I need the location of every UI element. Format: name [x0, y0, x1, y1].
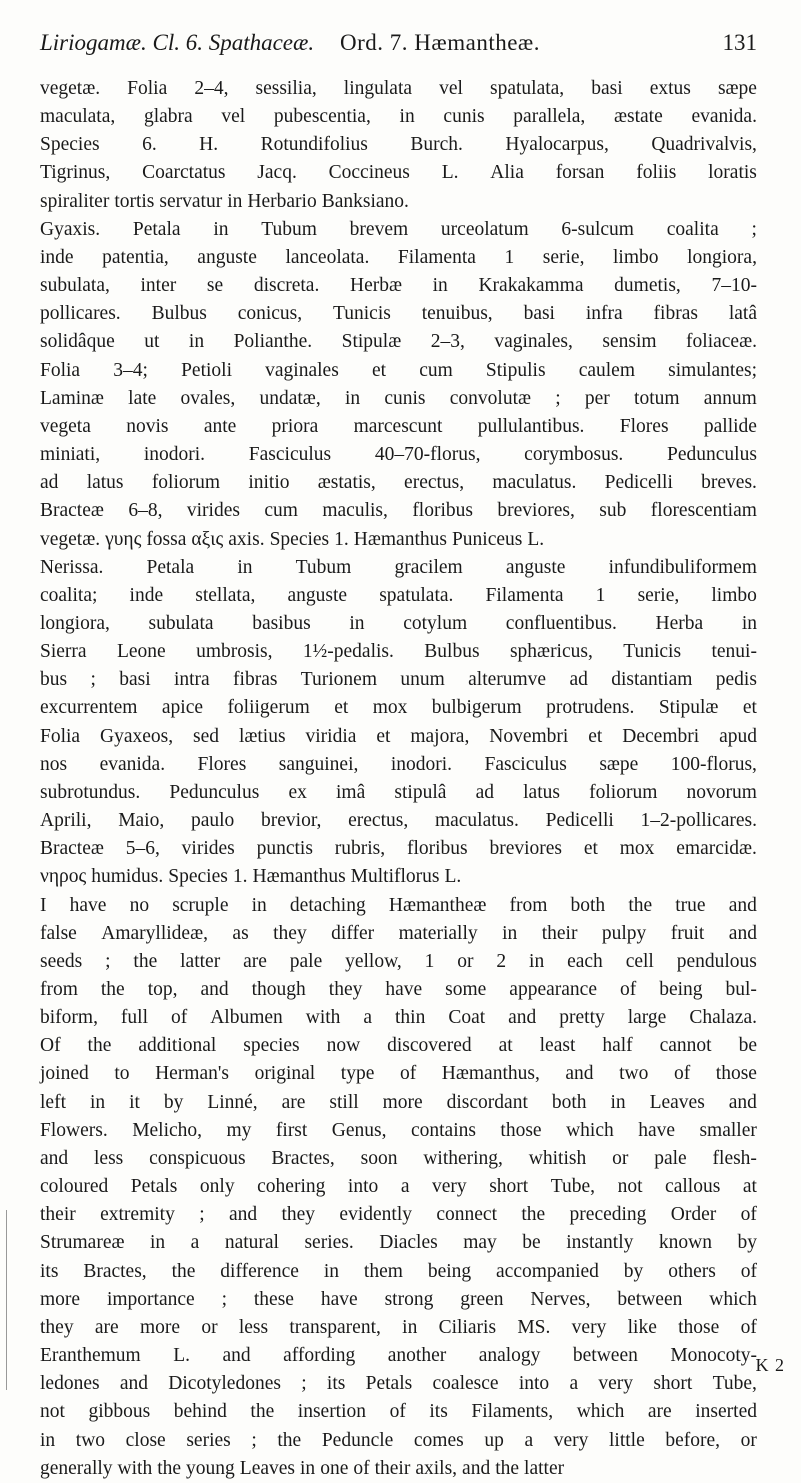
text-line: νηρος humidus. Species 1. Hæmanthus Multiflorus L. — [40, 866, 462, 888]
text-line: vegetæ. Folia 2–4, sessilia, lingulata vel spatulata, basi extus sæpe — [40, 78, 757, 99]
signature-mark: K 2 — [755, 1355, 785, 1375]
text-line: false Amaryllideæ, as they differ materially in their pulpy fruit and — [40, 922, 757, 944]
text-line: coloured Petals only cohering into a very short Tube, not callous at — [40, 1176, 757, 1198]
text-line: solidâque ut in Polianthe. Stipulæ 2–3, vaginales, sensim foliaceæ. — [40, 331, 757, 353]
text-line: subrotundus. Pedunculus ex imâ stipulâ ad latus foliorum novorum — [40, 781, 757, 803]
text-line: Bracteæ 6–8, virides cum maculis, floribus breviores, sub florescentiam — [40, 500, 757, 522]
header-center: Ord. 7. Hæmantheæ. — [340, 30, 541, 55]
text-line: left in it by Linné, are still more discordant both in Leaves and — [40, 1091, 757, 1113]
text-line: Bracteæ 5–6, virides punctis rubris, floribus breviores et mox emarcidæ. — [40, 838, 757, 860]
text-line: from the top, and though they have some appearance of being bul- — [40, 979, 757, 1000]
text-line: Species 6. H. Rotundifolius Burch. Hyalocarpus, Quadrivalvis, — [40, 134, 757, 156]
text-line: ad latus foliorum initio æstatis, erectus, maculatus. Pedicelli breves. — [40, 472, 757, 494]
text-line: joined to Herman's original type of Hæmanthus, and two of those — [40, 1063, 757, 1085]
text-line: excurrentem apice foliigerum et mox bulbigerum protrudens. Stipulæ et — [40, 697, 757, 719]
text-line: spiraliter tortis servatur in Herbario Banksiano. — [40, 190, 409, 212]
text-line: Flowers. Melicho, my first Genus, contains those which have smaller — [40, 1119, 757, 1141]
text-line: I have no scruple in detaching Hæmantheæ from both the true and — [40, 894, 757, 916]
header-left: Liriogamæ. Cl. 6. Spathaceæ. — [40, 30, 315, 55]
text-line: bus ; basi intra fibras Turionem unum alterumve ad distantiam pedis — [40, 669, 757, 691]
text-line: Of the additional species now discovered at least half cannot be — [40, 1035, 757, 1057]
text-line: Aprili, Maio, paulo brevior, erectus, maculatus. Pedicelli 1–2-pollicares. — [40, 810, 757, 832]
text-line: vegetæ. γυης fossa αξις axis. Species 1. Hæmanthus Puniceus L. — [40, 528, 545, 550]
text-line: pollicares. Bulbus conicus, Tunicis tenuibus, basi infra fibras latâ — [40, 303, 757, 325]
text-line: maculata, glabra vel pubescentia, in cunis parallela, æstate evanida. — [40, 106, 757, 128]
text-line: their extremity ; and they evidently connect the preceding Order of — [40, 1204, 757, 1226]
text-line: Sierra Leone umbrosis, 1½-pedalis. Bulbus sphæricus, Tunicis tenui- — [40, 641, 757, 663]
text-line: in two close series ; the Peduncle comes up a very little before, or — [40, 1429, 757, 1451]
text-line: subulata, inter se discreta. Herbæ in Krakakamma dumetis, 7–10- — [40, 275, 757, 297]
text-line: ledones and Dicotyledones ; its Petals coalesce into a very short Tube, — [40, 1373, 757, 1395]
text-line: Gyaxis. Petala in Tubum brevem urceolatum 6-sulcum coalita ; — [40, 218, 757, 240]
text-line: longiora, subulata basibus in cotylum confluentibus. Herba in — [40, 612, 757, 634]
text-line: Folia Gyaxeos, sed lætius viridia et majora, Novembri et Decembri apud — [40, 725, 757, 747]
text-line: they are more or less transparent, in Ciliaris MS. very like those of — [40, 1316, 757, 1338]
text-line: Laminæ late ovales, undatæ, in cunis convolutæ ; per totum annum — [40, 387, 757, 409]
running-header — [40, 28, 757, 58]
text-line: nos evanida. Flores sanguinei, inodori. Fasciculus sæpe 100-florus, — [40, 753, 757, 775]
text-line: Tigrinus, Coarctatus Jacq. Coccineus L. Alia forsan foliis loratis — [40, 162, 757, 184]
text-line: vegeta novis ante priora marcescunt pullulantibus. Flores pallide — [40, 415, 757, 437]
text-line: miniati, inodori. Fasciculus 40–70-florus, corymbosus. Pedunculus — [40, 444, 757, 466]
text-line: its Bractes, the difference in them being accompanied by others of — [40, 1260, 757, 1282]
text-line: inde patentia, anguste lanceolata. Filamenta 1 serie, limbo longiora, — [40, 246, 757, 268]
text-line: Eranthemum L. and affording another analogy between Monocoty- — [40, 1345, 757, 1367]
text-line: more importance ; these have strong green Nerves, between which — [40, 1288, 757, 1310]
text-line: Folia 3–4; Petioli vaginales et cum Stipulis caulem simulantes; — [40, 359, 757, 381]
text-line: Nerissa. Petala in Tubum gracilem anguste infundibuliformem — [40, 556, 757, 578]
text-line: generally with the young Leaves in one of their axils, and the latter — [40, 1457, 565, 1479]
body-text — [40, 75, 757, 1483]
text-line: not gibbous behind the insertion of its Filaments, which are inserted — [40, 1401, 757, 1423]
page-number: 131 — [722, 30, 757, 55]
text-line: biform, full of Albumen with a thin Coat and pretty large Chalaza. — [40, 1007, 757, 1029]
text-line: coalita; inde stellata, anguste spatulata. Filamenta 1 serie, limbo — [40, 584, 757, 606]
text-line: and less conspicuous Bractes, soon withering, whitish or pale flesh- — [40, 1147, 757, 1169]
text-line: seeds ; the latter are pale yellow, 1 or 2 in each cell pendulous — [40, 950, 757, 972]
text-line: Strumareæ in a natural series. Diacles may be instantly known by — [40, 1232, 757, 1254]
